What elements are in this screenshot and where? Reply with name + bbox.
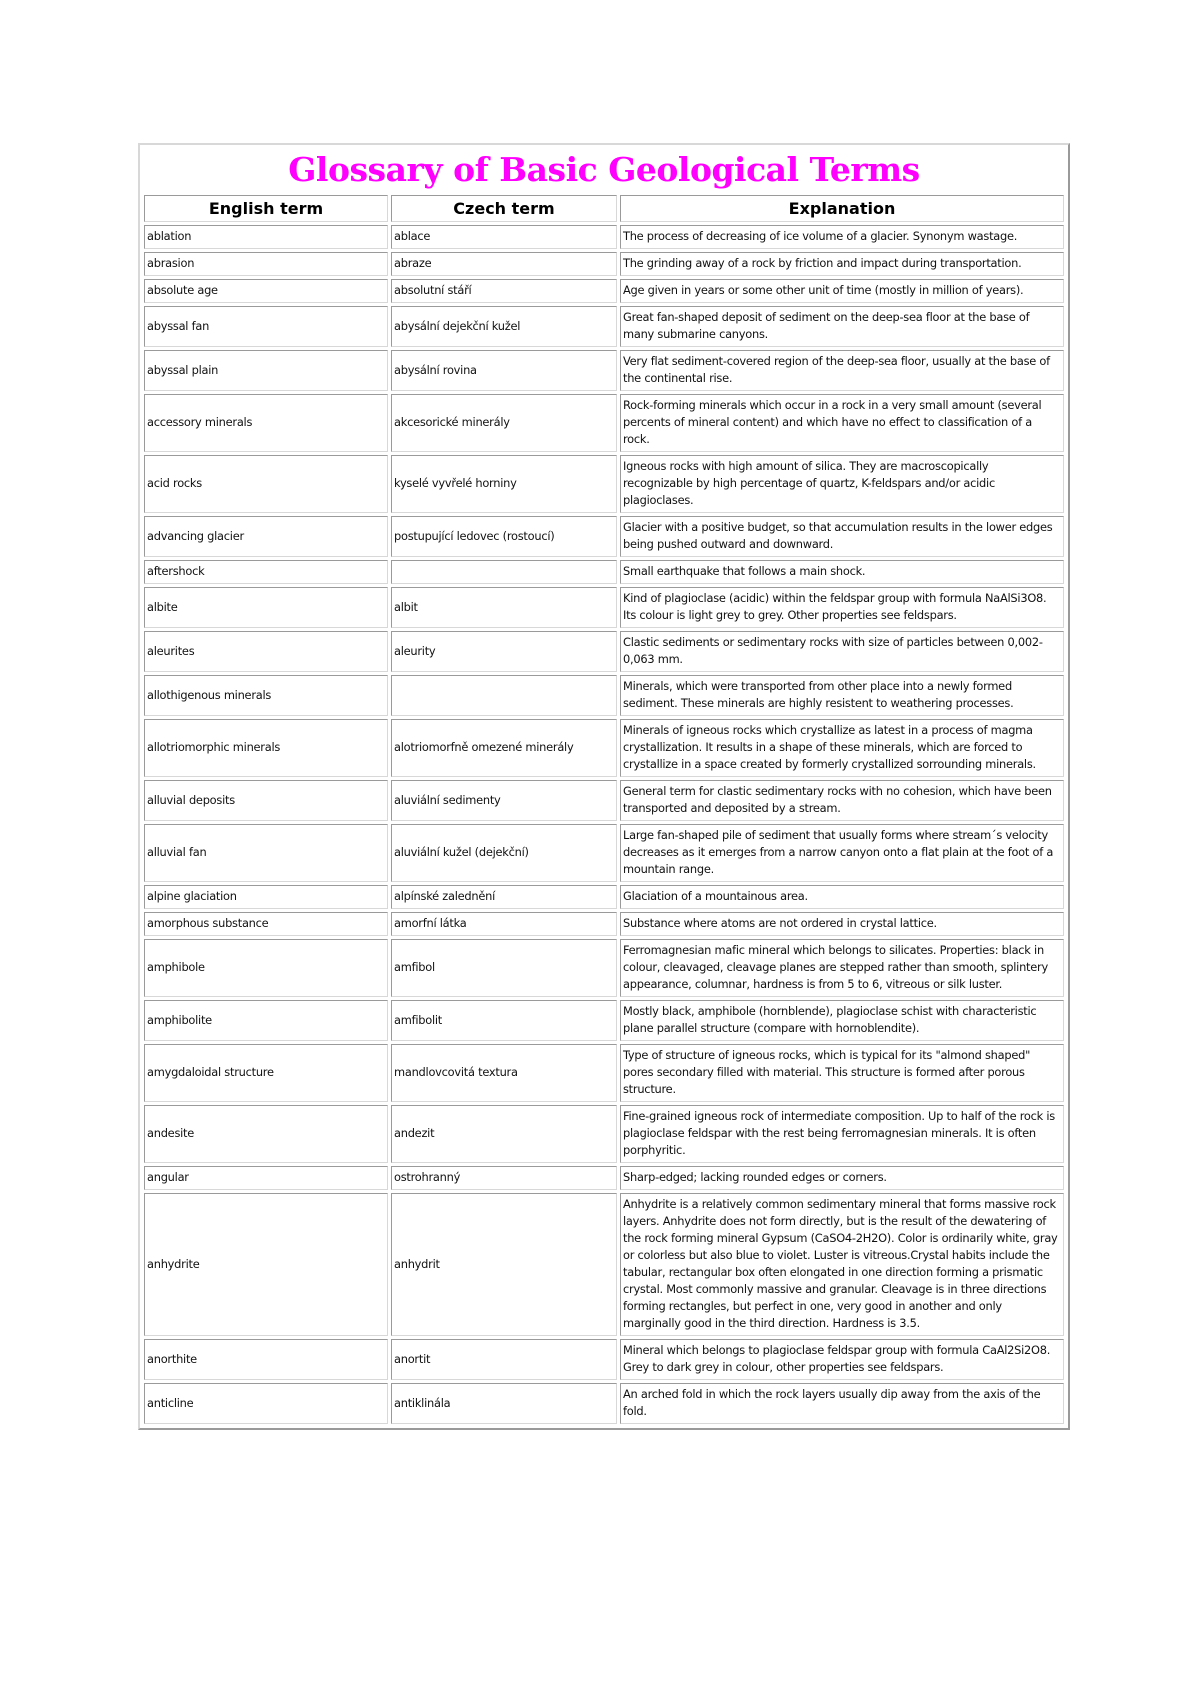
explanation-cell: Mineral which belongs to plagioclase feldspar group with formula CaAl2Si2O8. Grey to dark grey in colour, other properties see feldspars. bbox=[620, 1339, 1064, 1380]
explanation-cell: Small earthquake that follows a main shock. bbox=[620, 560, 1064, 584]
explanation-cell: Large fan-shaped pile of sediment that usually forms where stream´s velocity decreases as it emerges from a narrow canyon onto a flat plain at the foot of a mountain range. bbox=[620, 824, 1064, 882]
explanation-cell: The process of decreasing of ice volume of a glacier. Synonym wastage. bbox=[620, 225, 1064, 249]
czech-term-cell: albit bbox=[391, 587, 617, 628]
explanation-cell: Minerals of igneous rocks which crystallize as latest in a process of magma crystallization. It results in a shape of these minerals, which are forced to crystallize in a space created by formerly crystallized sorrounding minerals. bbox=[620, 719, 1064, 777]
english-term-cell: allothigenous minerals bbox=[144, 675, 388, 716]
english-term-cell: aleurites bbox=[144, 631, 388, 672]
czech-term-cell: abysální rovina bbox=[391, 350, 617, 391]
explanation-cell: General term for clastic sedimentary rocks with no cohesion, which have been transported and deposited by a stream. bbox=[620, 780, 1064, 821]
english-term-cell: amphibolite bbox=[144, 1000, 388, 1041]
english-term-cell: accessory minerals bbox=[144, 394, 388, 452]
explanation-cell: Rock-forming minerals which occur in a rock in a very small amount (several percents of mineral content) and which have no effect to classification of a rock. bbox=[620, 394, 1064, 452]
czech-term-cell: ablace bbox=[391, 225, 617, 249]
czech-term-cell bbox=[391, 675, 617, 716]
table-row bbox=[144, 587, 1064, 628]
explanation-cell: Substance where atoms are not ordered in crystal lattice. bbox=[620, 912, 1064, 936]
english-term-cell: abyssal plain bbox=[144, 350, 388, 391]
english-term-cell: allotriomorphic minerals bbox=[144, 719, 388, 777]
explanation-cell: Clastic sediments or sedimentary rocks with size of particles between 0,002-0,063 mm. bbox=[620, 631, 1064, 672]
english-term-cell: anticline bbox=[144, 1383, 388, 1424]
table-row bbox=[144, 824, 1064, 882]
czech-term-cell: andezit bbox=[391, 1105, 617, 1163]
czech-term-cell: aluviální kužel (dejekční) bbox=[391, 824, 617, 882]
english-term-cell: alluvial deposits bbox=[144, 780, 388, 821]
czech-term-cell: postupující ledovec (rostoucí) bbox=[391, 516, 617, 557]
table-row bbox=[144, 306, 1064, 347]
table-row bbox=[144, 252, 1064, 276]
table-row bbox=[144, 1166, 1064, 1190]
czech-term-cell: abraze bbox=[391, 252, 617, 276]
czech-term-cell: aleurity bbox=[391, 631, 617, 672]
explanation-cell: Fine-grained igneous rock of intermediate composition. Up to half of the rock is plagioclase feldspar with the rest being ferromagnesian minerals. It is often porphyritic. bbox=[620, 1105, 1064, 1163]
table-row bbox=[144, 1044, 1064, 1102]
english-term-cell: alpine glaciation bbox=[144, 885, 388, 909]
table-row bbox=[144, 1193, 1064, 1336]
table-header-row bbox=[144, 195, 1064, 222]
english-term-cell: andesite bbox=[144, 1105, 388, 1163]
english-term-cell: absolute age bbox=[144, 279, 388, 303]
czech-term-cell: anortit bbox=[391, 1339, 617, 1380]
table-row bbox=[144, 1383, 1064, 1424]
explanation-cell: Ferromagnesian mafic mineral which belongs to silicates. Properties: black in colour, cleavaged, cleavage planes are stepped rather than smooth, splintery appearance, columnar, hardness is from 5 to 6, vitreous or silk luster. bbox=[620, 939, 1064, 997]
english-term-cell: albite bbox=[144, 587, 388, 628]
table-row bbox=[144, 1000, 1064, 1041]
page-title: Glossary of Basic Geological Terms bbox=[288, 150, 920, 189]
explanation-cell: Igneous rocks with high amount of silica. They are macroscopically recognizable by high percentage of quartz, K-feldspars and/or acidic plagioclases. bbox=[620, 455, 1064, 513]
table-row bbox=[144, 719, 1064, 777]
glossary-body bbox=[144, 225, 1064, 1424]
czech-term-cell: antiklinála bbox=[391, 1383, 617, 1424]
table-row bbox=[144, 1339, 1064, 1380]
czech-term-cell: amfibol bbox=[391, 939, 617, 997]
glossary-frame bbox=[138, 143, 1070, 1430]
header-czech-term: Czech term bbox=[391, 195, 617, 222]
table-row bbox=[144, 885, 1064, 909]
czech-term-cell bbox=[391, 560, 617, 584]
english-term-cell: aftershock bbox=[144, 560, 388, 584]
table-row bbox=[144, 455, 1064, 513]
english-term-cell: ablation bbox=[144, 225, 388, 249]
czech-term-cell: anhydrit bbox=[391, 1193, 617, 1336]
czech-term-cell: aluviální sedimenty bbox=[391, 780, 617, 821]
table-row bbox=[144, 350, 1064, 391]
explanation-cell: Age given in years or some other unit of time (mostly in million of years). bbox=[620, 279, 1064, 303]
table-row bbox=[144, 675, 1064, 716]
czech-term-cell: alotriomorfně omezené minerály bbox=[391, 719, 617, 777]
explanation-cell: Glaciation of a mountainous area. bbox=[620, 885, 1064, 909]
table-row bbox=[144, 225, 1064, 249]
english-term-cell: abrasion bbox=[144, 252, 388, 276]
table-row bbox=[144, 560, 1064, 584]
table-row bbox=[144, 939, 1064, 997]
czech-term-cell: akcesorické minerály bbox=[391, 394, 617, 452]
table-row bbox=[144, 516, 1064, 557]
table-row bbox=[144, 279, 1064, 303]
english-term-cell: anhydrite bbox=[144, 1193, 388, 1336]
explanation-cell: Kind of plagioclase (acidic) within the feldspar group with formula NaAlSi3O8. Its colour is light grey to grey. Other properties see feldspars. bbox=[620, 587, 1064, 628]
table-row bbox=[144, 780, 1064, 821]
explanation-cell: Very flat sediment-covered region of the deep-sea floor, usually at the base of the continental rise. bbox=[620, 350, 1064, 391]
explanation-cell: Great fan-shaped deposit of sediment on the deep-sea floor at the base of many submarine canyons. bbox=[620, 306, 1064, 347]
table-row bbox=[144, 631, 1064, 672]
czech-term-cell: abysální dejekční kužel bbox=[391, 306, 617, 347]
header-english-term: English term bbox=[144, 195, 388, 222]
english-term-cell: abyssal fan bbox=[144, 306, 388, 347]
explanation-cell: The grinding away of a rock by friction and impact during transportation. bbox=[620, 252, 1064, 276]
czech-term-cell: amorfní látka bbox=[391, 912, 617, 936]
english-term-cell: amygdaloidal structure bbox=[144, 1044, 388, 1102]
czech-term-cell: alpínské zalednění bbox=[391, 885, 617, 909]
english-term-cell: alluvial fan bbox=[144, 824, 388, 882]
english-term-cell: amorphous substance bbox=[144, 912, 388, 936]
english-term-cell: acid rocks bbox=[144, 455, 388, 513]
table-row bbox=[144, 394, 1064, 452]
czech-term-cell: absolutní stáří bbox=[391, 279, 617, 303]
header-explanation: Explanation bbox=[620, 195, 1064, 222]
english-term-cell: anorthite bbox=[144, 1339, 388, 1380]
czech-term-cell: kyselé vyvřelé horniny bbox=[391, 455, 617, 513]
english-term-cell: amphibole bbox=[144, 939, 388, 997]
explanation-cell: Mostly black, amphibole (hornblende), plagioclase schist with characteristic plane parallel structure (compare with hornoblendite). bbox=[620, 1000, 1064, 1041]
glossary-table bbox=[141, 192, 1067, 1427]
czech-term-cell: amfibolit bbox=[391, 1000, 617, 1041]
explanation-cell: Sharp-edged; lacking rounded edges or corners. bbox=[620, 1166, 1064, 1190]
english-term-cell: advancing glacier bbox=[144, 516, 388, 557]
explanation-cell: Anhydrite is a relatively common sedimentary mineral that forms massive rock layers. Anhydrite does not form directly, but is the result of the dewatering of the rock forming mineral Gypsum (CaSO4-2H2O). Color is ordinarily white, gray or colorless but also blue to violet. Luster is vitreous.Crystal habits include the tabular, rectangular box often elongated in one direction forming a prismatic crystal. Most commonly massive and granular. Cleavage is in three directions forming rectangles, but perfect in one, very good in another and only marginally good in the third direction. Hardness is 3.5. bbox=[620, 1193, 1064, 1336]
explanation-cell: Glacier with a positive budget, so that accumulation results in the lower edges being pushed outward and downward. bbox=[620, 516, 1064, 557]
table-row bbox=[144, 912, 1064, 936]
explanation-cell: An arched fold in which the rock layers usually dip away from the axis of the fold. bbox=[620, 1383, 1064, 1424]
explanation-cell: Type of structure of igneous rocks, which is typical for its "almond shaped" pores secondary filled with material. This structure is formed after porous structure. bbox=[620, 1044, 1064, 1102]
english-term-cell: angular bbox=[144, 1166, 388, 1190]
table-row bbox=[144, 1105, 1064, 1163]
czech-term-cell: ostrohranný bbox=[391, 1166, 617, 1190]
czech-term-cell: mandlovcovitá textura bbox=[391, 1044, 617, 1102]
explanation-cell: Minerals, which were transported from other place into a newly formed sediment. These minerals are highly resistent to weathering processes. bbox=[620, 675, 1064, 716]
